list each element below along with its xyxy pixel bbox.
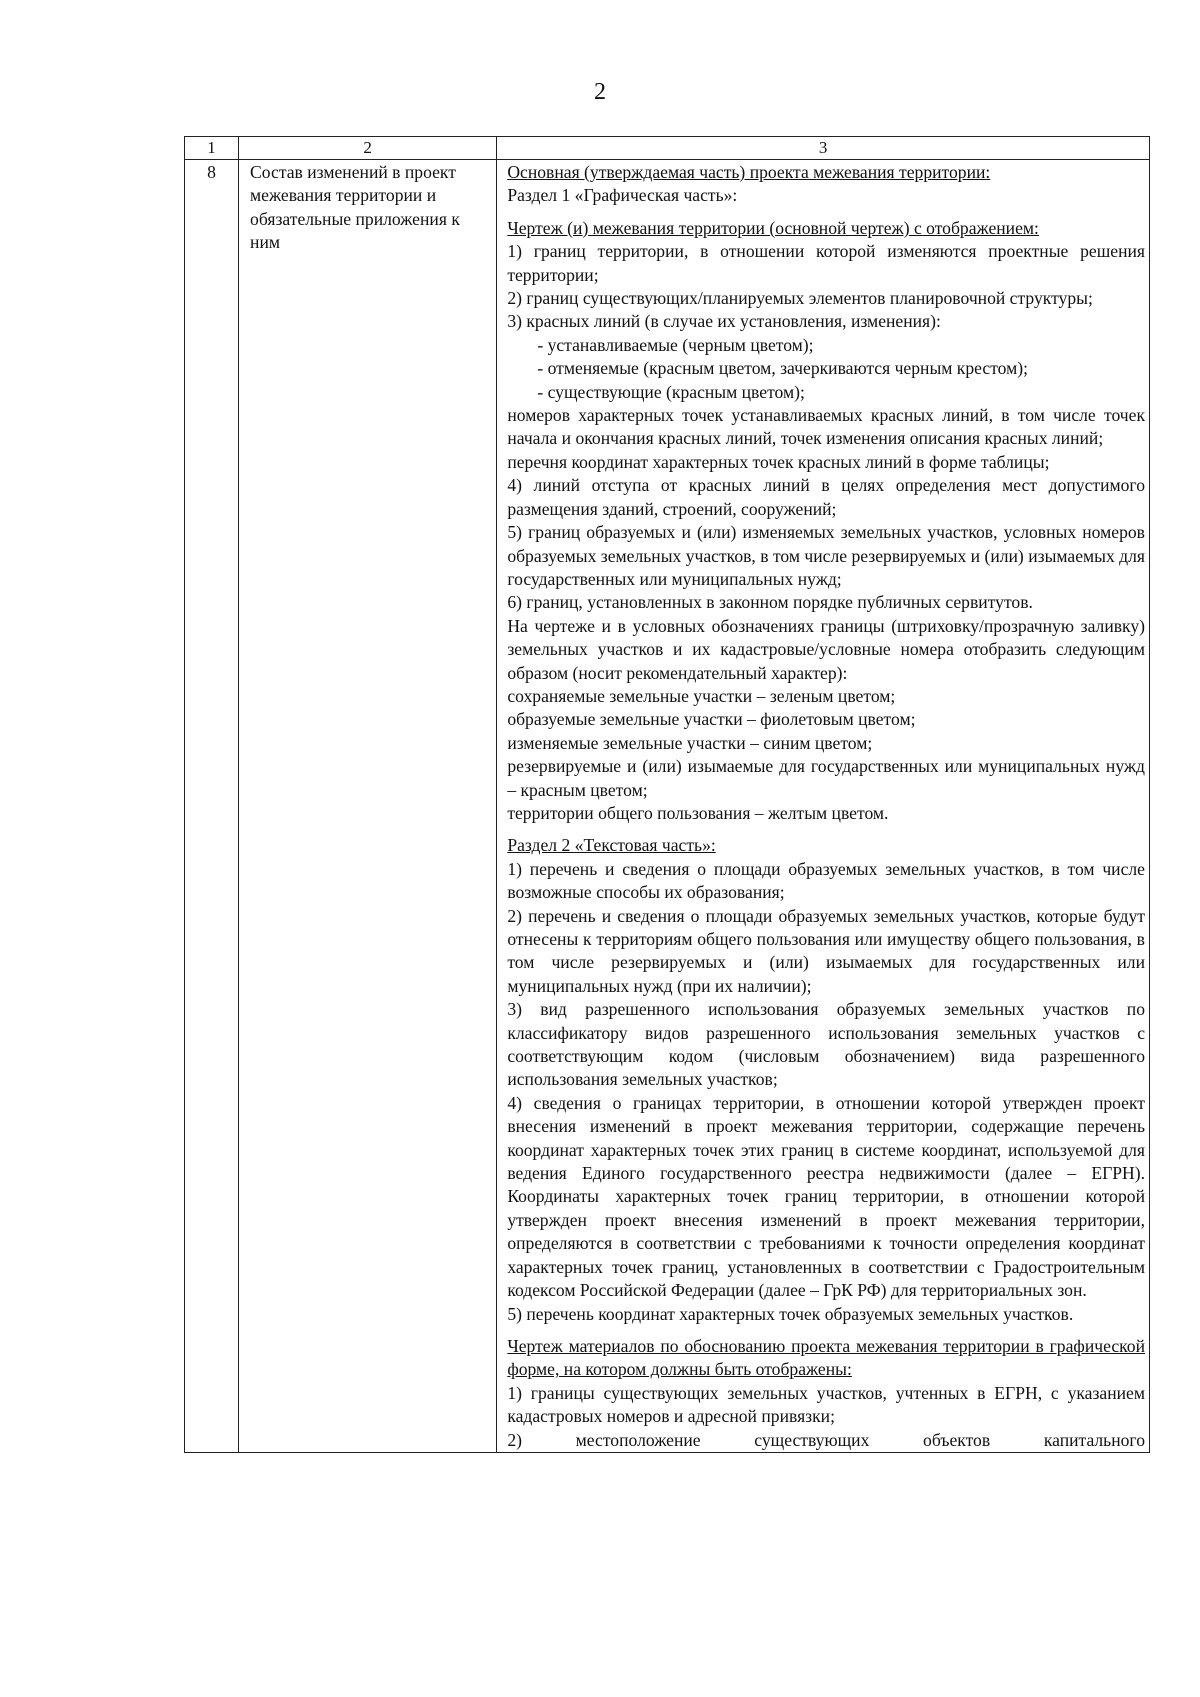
list-item: - устанавливаемые (черным цветом); <box>537 334 814 355</box>
row-name <box>239 160 497 1453</box>
page-number: 2 <box>594 79 606 105</box>
list-item: 6) границ, установленных в законном порядке публичных сервитутов. <box>507 592 1033 613</box>
legend-item: изменяемые земельные участки – синим цветом; <box>507 732 873 753</box>
list-item: перечня координат характерных точек красных линий в форме таблицы; <box>507 451 1050 472</box>
section1-title: Раздел 1 «Графическая часть»: <box>507 185 738 206</box>
legend-item: образуемые земельные участки – фиолетовым цветом; <box>507 709 916 730</box>
list-item: 4) линий отступа от красных линий в целях определения мест допустимого размещения зданий, строений, сооружений; <box>507 475 1145 519</box>
header-col-2: 2 <box>239 137 497 160</box>
list-item: - отменяемые (красным цветом, зачеркиваются черным крестом); <box>537 358 1029 379</box>
requirements-table <box>184 136 1150 1453</box>
list-item: 1) перечень и сведения о площади образуемых земельных участков, в том числе возможные способы их образования; <box>507 858 1145 903</box>
main-part-heading: Основная (утверждаемая часть) проекта межевания территории: <box>507 162 991 182</box>
row-content <box>497 160 1150 1453</box>
row-name-text: Состав изменений в проект межевания территории и обязательные приложения к ним <box>250 162 460 253</box>
list-item: 3) красных линий (в случае их установления, изменения): <box>507 311 941 332</box>
list-item: 5) перечень координат характерных точек образуемых земельных участков. <box>507 1303 1074 1324</box>
list-item: 3) вид разрешенного использования образуемых земельных участков по классификатору видов разрешенного использования земельных участков с соответствующим кодом (числовым обозначением) вида разрешенного использования земельных участков; <box>507 999 1145 1090</box>
header-col-3: 3 <box>497 137 1150 160</box>
legend-item: территории общего пользования – желтым цветом. <box>507 802 889 823</box>
legend-intro: На чертеже и в условных обозначениях границы (штриховку/прозрачную заливку) земельных участков и их кадастровые/условные номера отобразить следующим образом (носит рекомендательный характер): <box>507 615 1145 683</box>
legend-item: резервируемые и (или) изымаемые для государственных или муниципальных нужд – красным цветом; <box>507 756 1145 800</box>
row-number: 8 <box>185 160 239 1453</box>
list-item: 5) границ образуемых и (или) изменяемых земельных участков, условных номеров образуемых земельных участков, в том числе резервируемых и (или) изымаемых для государственных или муниципальных нужд; <box>507 522 1145 589</box>
list-item: 2) перечень и сведения о площади образуемых земельных участков, которые будут отнесены к территориям общего пользования или имуществу общего пользования, в том числе резервируемых и (или) изымаемых для государственных или муниципальных нужд (при их наличии); <box>507 905 1145 996</box>
list-item: 2) местоположение существующих объектов капитального <box>507 1429 1145 1450</box>
list-item: 4) сведения о границах территории, в отношении которой утвержден проект внесения изменений в проект межевания территории, содержащие перечень координат характерных точек этих границ в системе координат, используемой для ведения Единого государственного реестра недвижимости (далее – ЕГРН). Координаты характерных точек границ территории, в отношении которой утвержден проект внесения изменений в проект межевания территории, определяются в соответствии с требованиями к точности определения координат характерных точек границ, установленных в соответствии с Градостроительным кодексом Российской Федерации (далее – ГрК РФ) для территориальных зон. <box>507 1092 1145 1301</box>
table-row <box>185 160 1150 1453</box>
header-col-1: 1 <box>185 137 239 160</box>
list-item: 1) границ территории, в отношении которой изменяются проектные решения территории; <box>507 241 1145 285</box>
table-header-row <box>185 137 1150 160</box>
list-item: 2) границ существующих/планируемых элементов планировочной структуры; <box>507 288 1093 309</box>
drawing-heading: Чертеж (и) межевания территории (основной чертеж) с отображением: <box>507 217 1039 238</box>
materials-heading: Чертеж материалов по обоснованию проекта межевания территории в графической форме, на котором должны быть отображены: <box>507 1335 1145 1380</box>
list-item: 1) границы существующих земельных участков, учтенных в ЕГРН, с указанием кадастровых номеров и адресной привязки; <box>507 1382 1145 1427</box>
legend-item: сохраняемые земельные участки – зеленым цветом; <box>507 685 896 706</box>
list-item: - существующие (красным цветом); <box>537 381 805 402</box>
list-item: номеров характерных точек устанавливаемых красных линий, в том числе точек начала и окончания красных линий, точек изменения описания красных линий; <box>507 405 1145 449</box>
section2-title: Раздел 2 «Текстовая часть»: <box>507 835 716 856</box>
